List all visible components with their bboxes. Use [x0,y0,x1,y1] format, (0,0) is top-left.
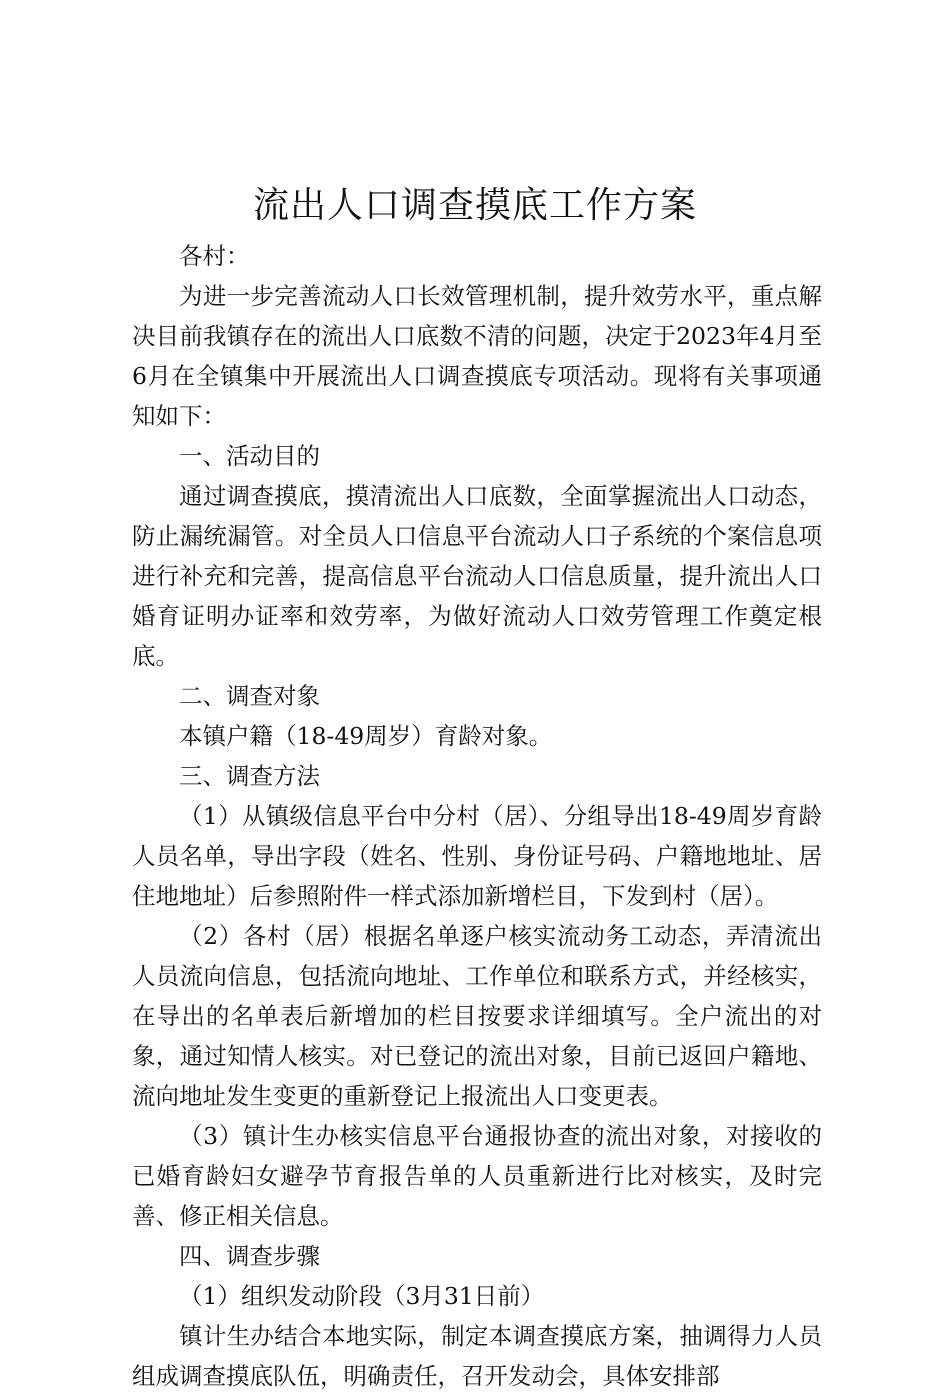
step-heading-1: （1）组织发动阶段（3月31日前） [179,1282,545,1310]
step-paragraph-1: 镇计生办结合本地实际，制定本调查摸底方案，抽调得力人员组成调查摸底队伍，明确责任，召开发动会，具体安排部 [132,1322,822,1390]
section-heading-purpose: 一、活动目的 [179,442,320,470]
purpose-paragraph: 通过调查摸底，摸清流出人口底数，全面掌握流出人口动态，防止漏统漏管。对全员人口信息平台流动人口子系统的个案信息项进行补充和完善，提高信息平台流动人口信息质量，提升流出人口婚育证明办证率和效劳率，为做好流动人口效劳管理工作奠定根底。 [132,482,822,670]
method-item-3: （3）镇计生办核实信息平台通报协查的流出对象，对接收的已婚育龄妇女避孕节育报告单的人员重新进行比对核实，及时完善、修正相关信息。 [132,1122,822,1230]
target-paragraph: 本镇户籍（18-49周岁）育龄对象。 [179,722,553,750]
document-title: 流出人口调查摸底工作方案 [252,185,697,226]
method-item-2: （2）各村（居）根据名单逐户核实流动务工动态，弄清流出人员流向信息，包括流向地址、工作单位和联系方式，并经核实，在导出的名单表后新增加的栏目按要求详细填写。全户流出的对象，通过知情人核实。对已登记的流出对象，目前已返回户籍地、流向地址发生变更的重新登记上报流出人口变更表。 [132,922,822,1110]
section-heading-target: 二、调查对象 [179,682,320,710]
salutation: 各村： [179,242,250,270]
method-item-1: （1）从镇级信息平台中分村（居）、分组导出18-49周岁育龄人员名单，导出字段（姓名、性别、身份证号码、户籍地地址、居住地地址）后参照附件一样式添加新增栏目，下发到村（居）。 [132,802,822,910]
document-body [132,236,822,1396]
section-heading-steps: 四、调查步骤 [179,1242,320,1270]
section-heading-method: 三、调查方法 [179,762,320,790]
intro-paragraph: 为进一步完善流动人口长效管理机制，提升效劳水平，重点解决目前我镇存在的流出人口底数不清的问题，决定于2023年4月至6月在全镇集中开展流出人口调查摸底专项活动。现将有关事项通知如下： [132,282,822,430]
